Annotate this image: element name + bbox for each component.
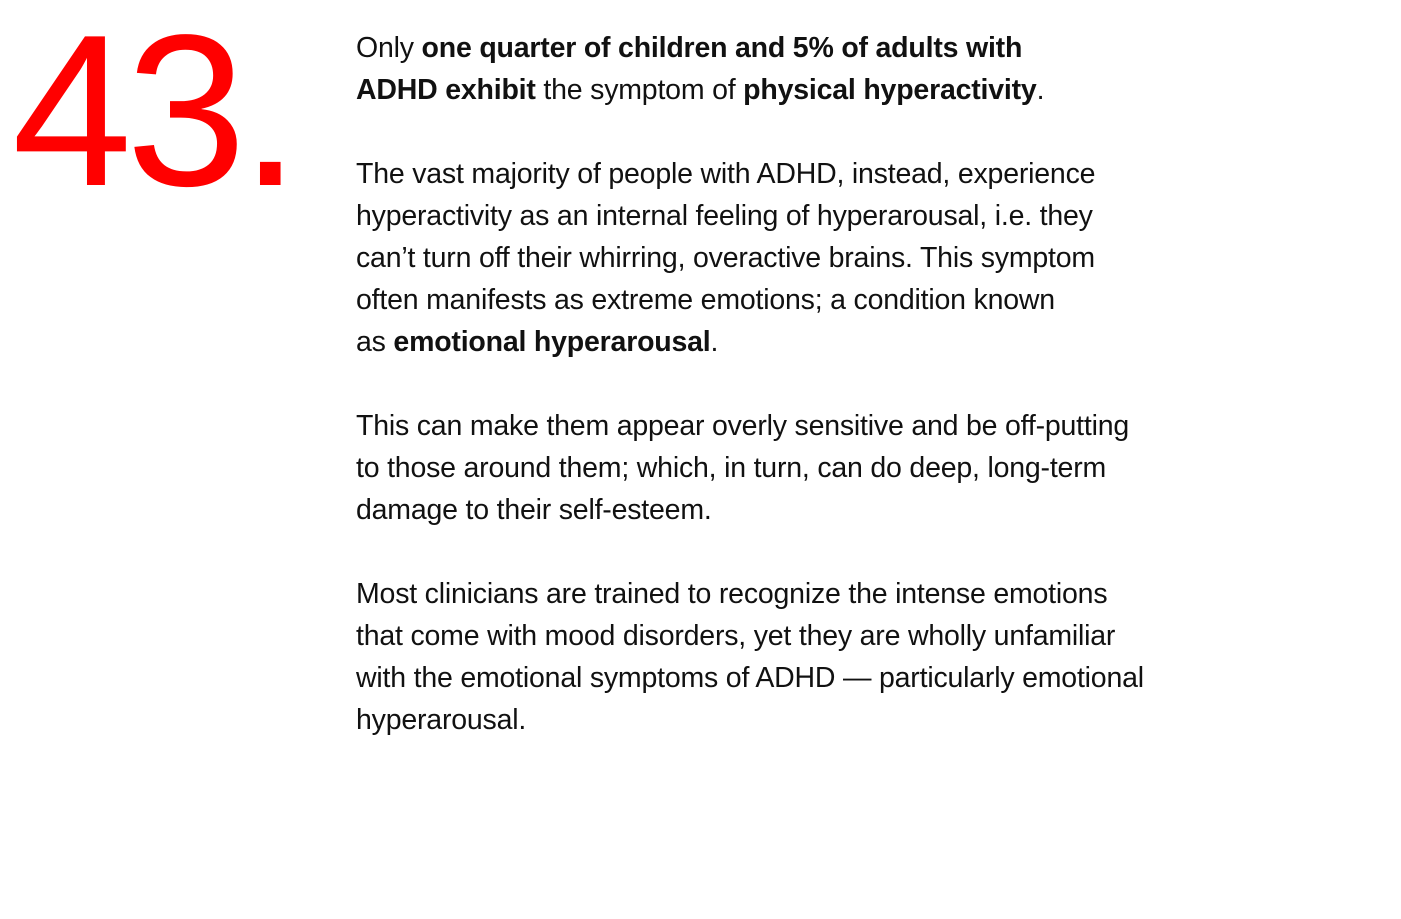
text-run: often manifests as extreme emotions; a condition known — [356, 284, 1055, 316]
text-run: . — [1036, 74, 1045, 106]
text-run: Most clinicians are trained to recognize the intense emotions — [356, 578, 1108, 610]
text-line — [356, 321, 1356, 363]
text-run: The vast majority of people with ADHD, instead, experience — [356, 158, 1096, 190]
text-run: hyperactivity as an internal feeling of hyperarousal, i.e. they — [356, 200, 1093, 232]
text-line — [356, 699, 1356, 741]
text-line — [356, 489, 1356, 531]
text-run: . — [710, 326, 719, 358]
text-run: can’t turn off their whirring, overactive brains. This symptom — [356, 242, 1095, 274]
text-line — [356, 237, 1356, 279]
text-line — [356, 657, 1356, 699]
text-run-bold: ADHD exhibit — [356, 74, 536, 106]
text-line — [356, 279, 1356, 321]
text-line — [356, 615, 1356, 657]
text-run-bold: one quarter of children and 5% of adults with — [421, 32, 1023, 64]
paragraph-internal-hyperactivity — [356, 153, 1356, 363]
text-run: hyperarousal. — [356, 704, 527, 736]
text-run: that come with mood disorders, yet they are wholly unfamiliar — [356, 620, 1116, 652]
text-line — [356, 195, 1356, 237]
text-run: damage to their self-esteem. — [356, 494, 712, 526]
text-run: the symptom of — [535, 74, 744, 106]
text-run-bold: emotional hyperarousal — [393, 326, 711, 358]
text-line — [356, 447, 1356, 489]
text-line — [356, 405, 1356, 447]
text-run-bold: physical hyperactivity — [743, 74, 1037, 106]
text-line — [356, 573, 1356, 615]
text-line — [356, 153, 1356, 195]
paragraph-self-esteem — [356, 405, 1356, 531]
text-run: Only — [356, 32, 422, 64]
text-line — [356, 27, 1356, 69]
paragraph-clinicians — [356, 573, 1356, 741]
text-line — [356, 69, 1356, 111]
text-run: with the emotional symptoms of ADHD — particularly emotional — [356, 662, 1144, 694]
text-run: This can make them appear overly sensitive and be off-putting — [356, 410, 1130, 442]
fact-body — [356, 27, 1356, 783]
text-run: as — [356, 326, 394, 358]
paragraph-intro — [356, 27, 1356, 111]
text-run: to those around them; which, in turn, can do deep, long-term — [356, 452, 1107, 484]
fact-number: 43. — [12, 0, 295, 231]
